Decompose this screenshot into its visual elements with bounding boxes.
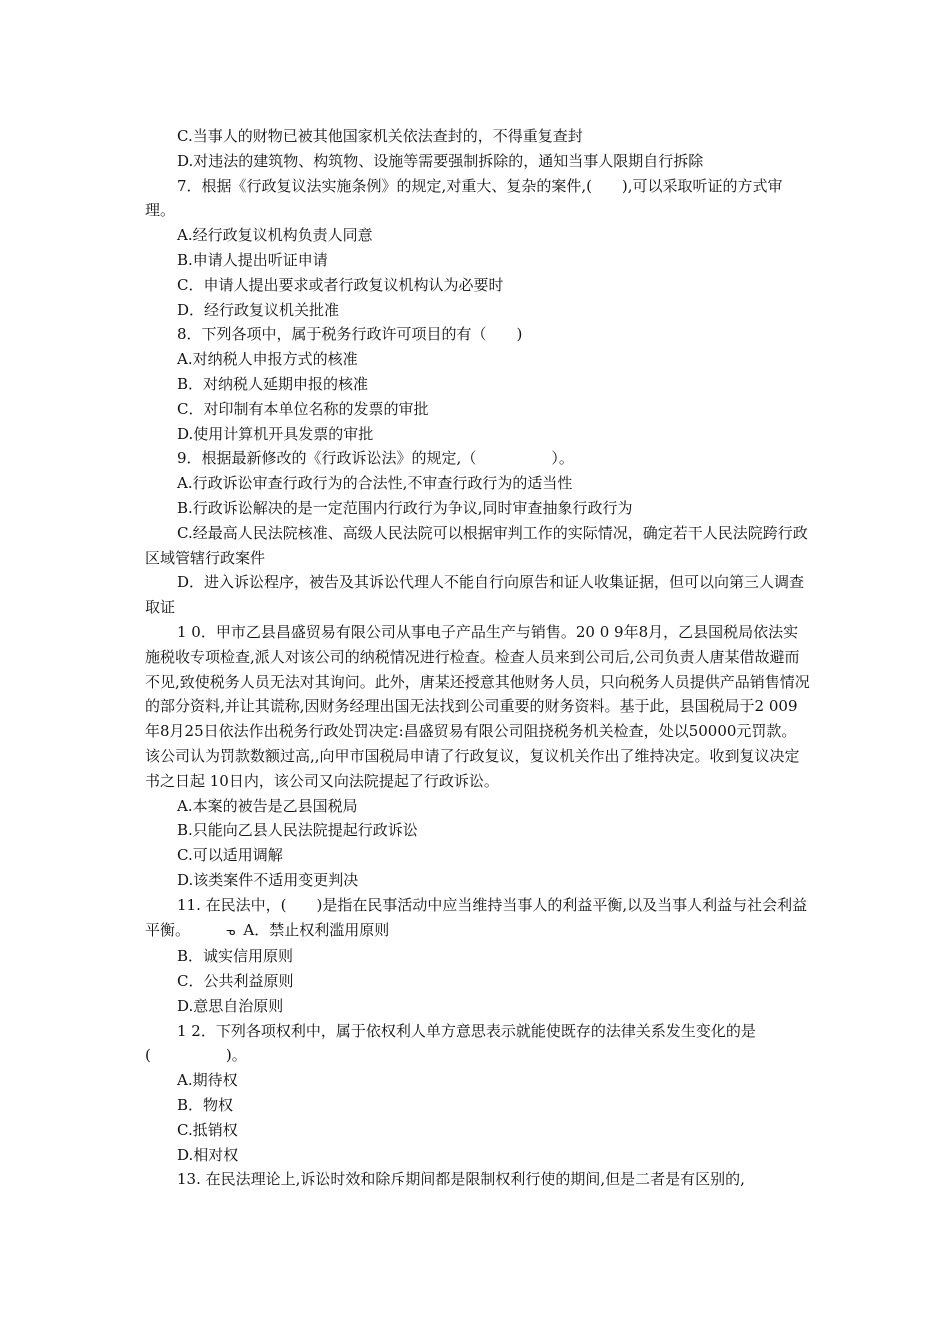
q12-option-b: B．物权 — [177, 1096, 234, 1115]
q11-option-d: D.意思自治原则 — [177, 996, 284, 1015]
question-9: 9．根据最新修改的《行政诉讼法》的规定,（ ）。 — [177, 449, 574, 468]
question-8: 8．下列各项中，属于税务行政许可项目的有（ ) — [177, 325, 523, 344]
q10-option-a: A.本案的被告是乙县国税局 — [177, 796, 358, 815]
q7-option-a: A.经行政复议机构负责人同意 — [177, 226, 373, 245]
q12-option-d: D.相对权 — [177, 1145, 239, 1164]
q8-option-a: A.对纳税人申报方式的核准 — [177, 350, 358, 369]
q9-option-a: A.行政诉讼审查行政行为的合法性,不审查行政行为的适当性 — [177, 474, 573, 493]
q11-option-a: A．禁止权利滥用原则 — [243, 920, 390, 939]
q9-option-d: D．进入诉讼程序，被告及其诉讼代理人不能自行向原告和证人收集证据，但可以向第三人调查取证 — [145, 573, 805, 617]
q7-option-b: B.申请人提出听证申请 — [177, 250, 328, 269]
question-7: 7．根据《行政复议法实施条例》的规定,对重大、复杂的案件,( ),可以采取听证的方式审理。 — [145, 176, 783, 220]
q8-option-d: D.使用计算机开具发票的审批 — [177, 424, 374, 443]
option-d: D.对违法的建筑物、构筑物、设施等需要强制拆除的，通知当事人限期自行拆除 — [177, 151, 704, 170]
q8-option-c: C．对印制有本单位名称的发票的审批 — [177, 399, 429, 418]
q10-option-b: B.只能向乙县人民法院提起行政诉讼 — [177, 821, 418, 840]
q7-option-c: C．申请人提出要求或者行政复议机构认为必要时 — [177, 275, 504, 294]
document-page — [145, 124, 811, 1192]
q7-option-d: D．经行政复议机关批准 — [177, 300, 340, 319]
question-10: 1 0．甲市乙县昌盛贸易有限公司从事电子产品生产与销售。20 0 9年8月，乙县国税局依法实施税收专项检查,派人对该公司的纳税情况进行检查。检查人员来到公司后,公司负责人唐某借故避而不见,致使税务人员无法对其询问。此外，唐某还授意其他财务人员，只向税务人员提供产品销售情况的部分资料,并让其谎称,因财务经理出国无法找到公司重要的财务资料。基于此，县国税局于2 009年8月25日依法作出税务行政处罚决定:昌盛贸易有限公司阻挠税务机关检查，处以50000元罚款。该公司认为罚款数额过高,,向甲市国税局申请了行政复议，复议机关作出了维持决定。收到复议决定书之日起 10日内，该公司又向法院提起了行政诉讼。 — [145, 622, 810, 790]
option-c: C.当事人的财物已被其他国家机关依法查封的，不得重复查封 — [177, 127, 583, 145]
q12-option-c: C.抵销权 — [177, 1120, 238, 1139]
q9-option-c: C.经最高人民法院核准、高级人民法院可以根据审判工作的实际情况，确定若干人民法院跨行政区域管辖行政案件 — [145, 523, 808, 567]
q10-option-c: C.可以适用调解 — [177, 846, 283, 865]
question-11 — [145, 893, 811, 945]
stray-mark: ᓀ — [226, 924, 236, 938]
q11-option-c: C．公共利益原则 — [177, 972, 294, 991]
q9-option-b: B.行政诉讼解决的是一定范围内行政行为争议,同时审查抽象行政行为 — [177, 498, 633, 517]
q12-option-a: A.期待权 — [177, 1071, 238, 1090]
question-11-text: 11. 在民法中，( )是指在民事活动中应当维持当事人的利益平衡,以及当事人利益与社会利益平衡。 — [145, 895, 808, 939]
q11-option-b: B．诚实信用原则 — [177, 947, 294, 966]
q8-option-b: B．对纳税人延期申报的核准 — [177, 374, 369, 393]
q10-option-d: D.该类案件不适用变更判决 — [177, 870, 359, 889]
question-12: 1 2．下列各项权利中，属于依权利人单方意思表示就能使既存的法律关系发生变化的是( )。 — [145, 1021, 756, 1065]
question-13: 13. 在民法理论上,诉讼时效和除斥期间都是限制权利行使的期间,但是二者是有区别的, — [177, 1170, 745, 1189]
